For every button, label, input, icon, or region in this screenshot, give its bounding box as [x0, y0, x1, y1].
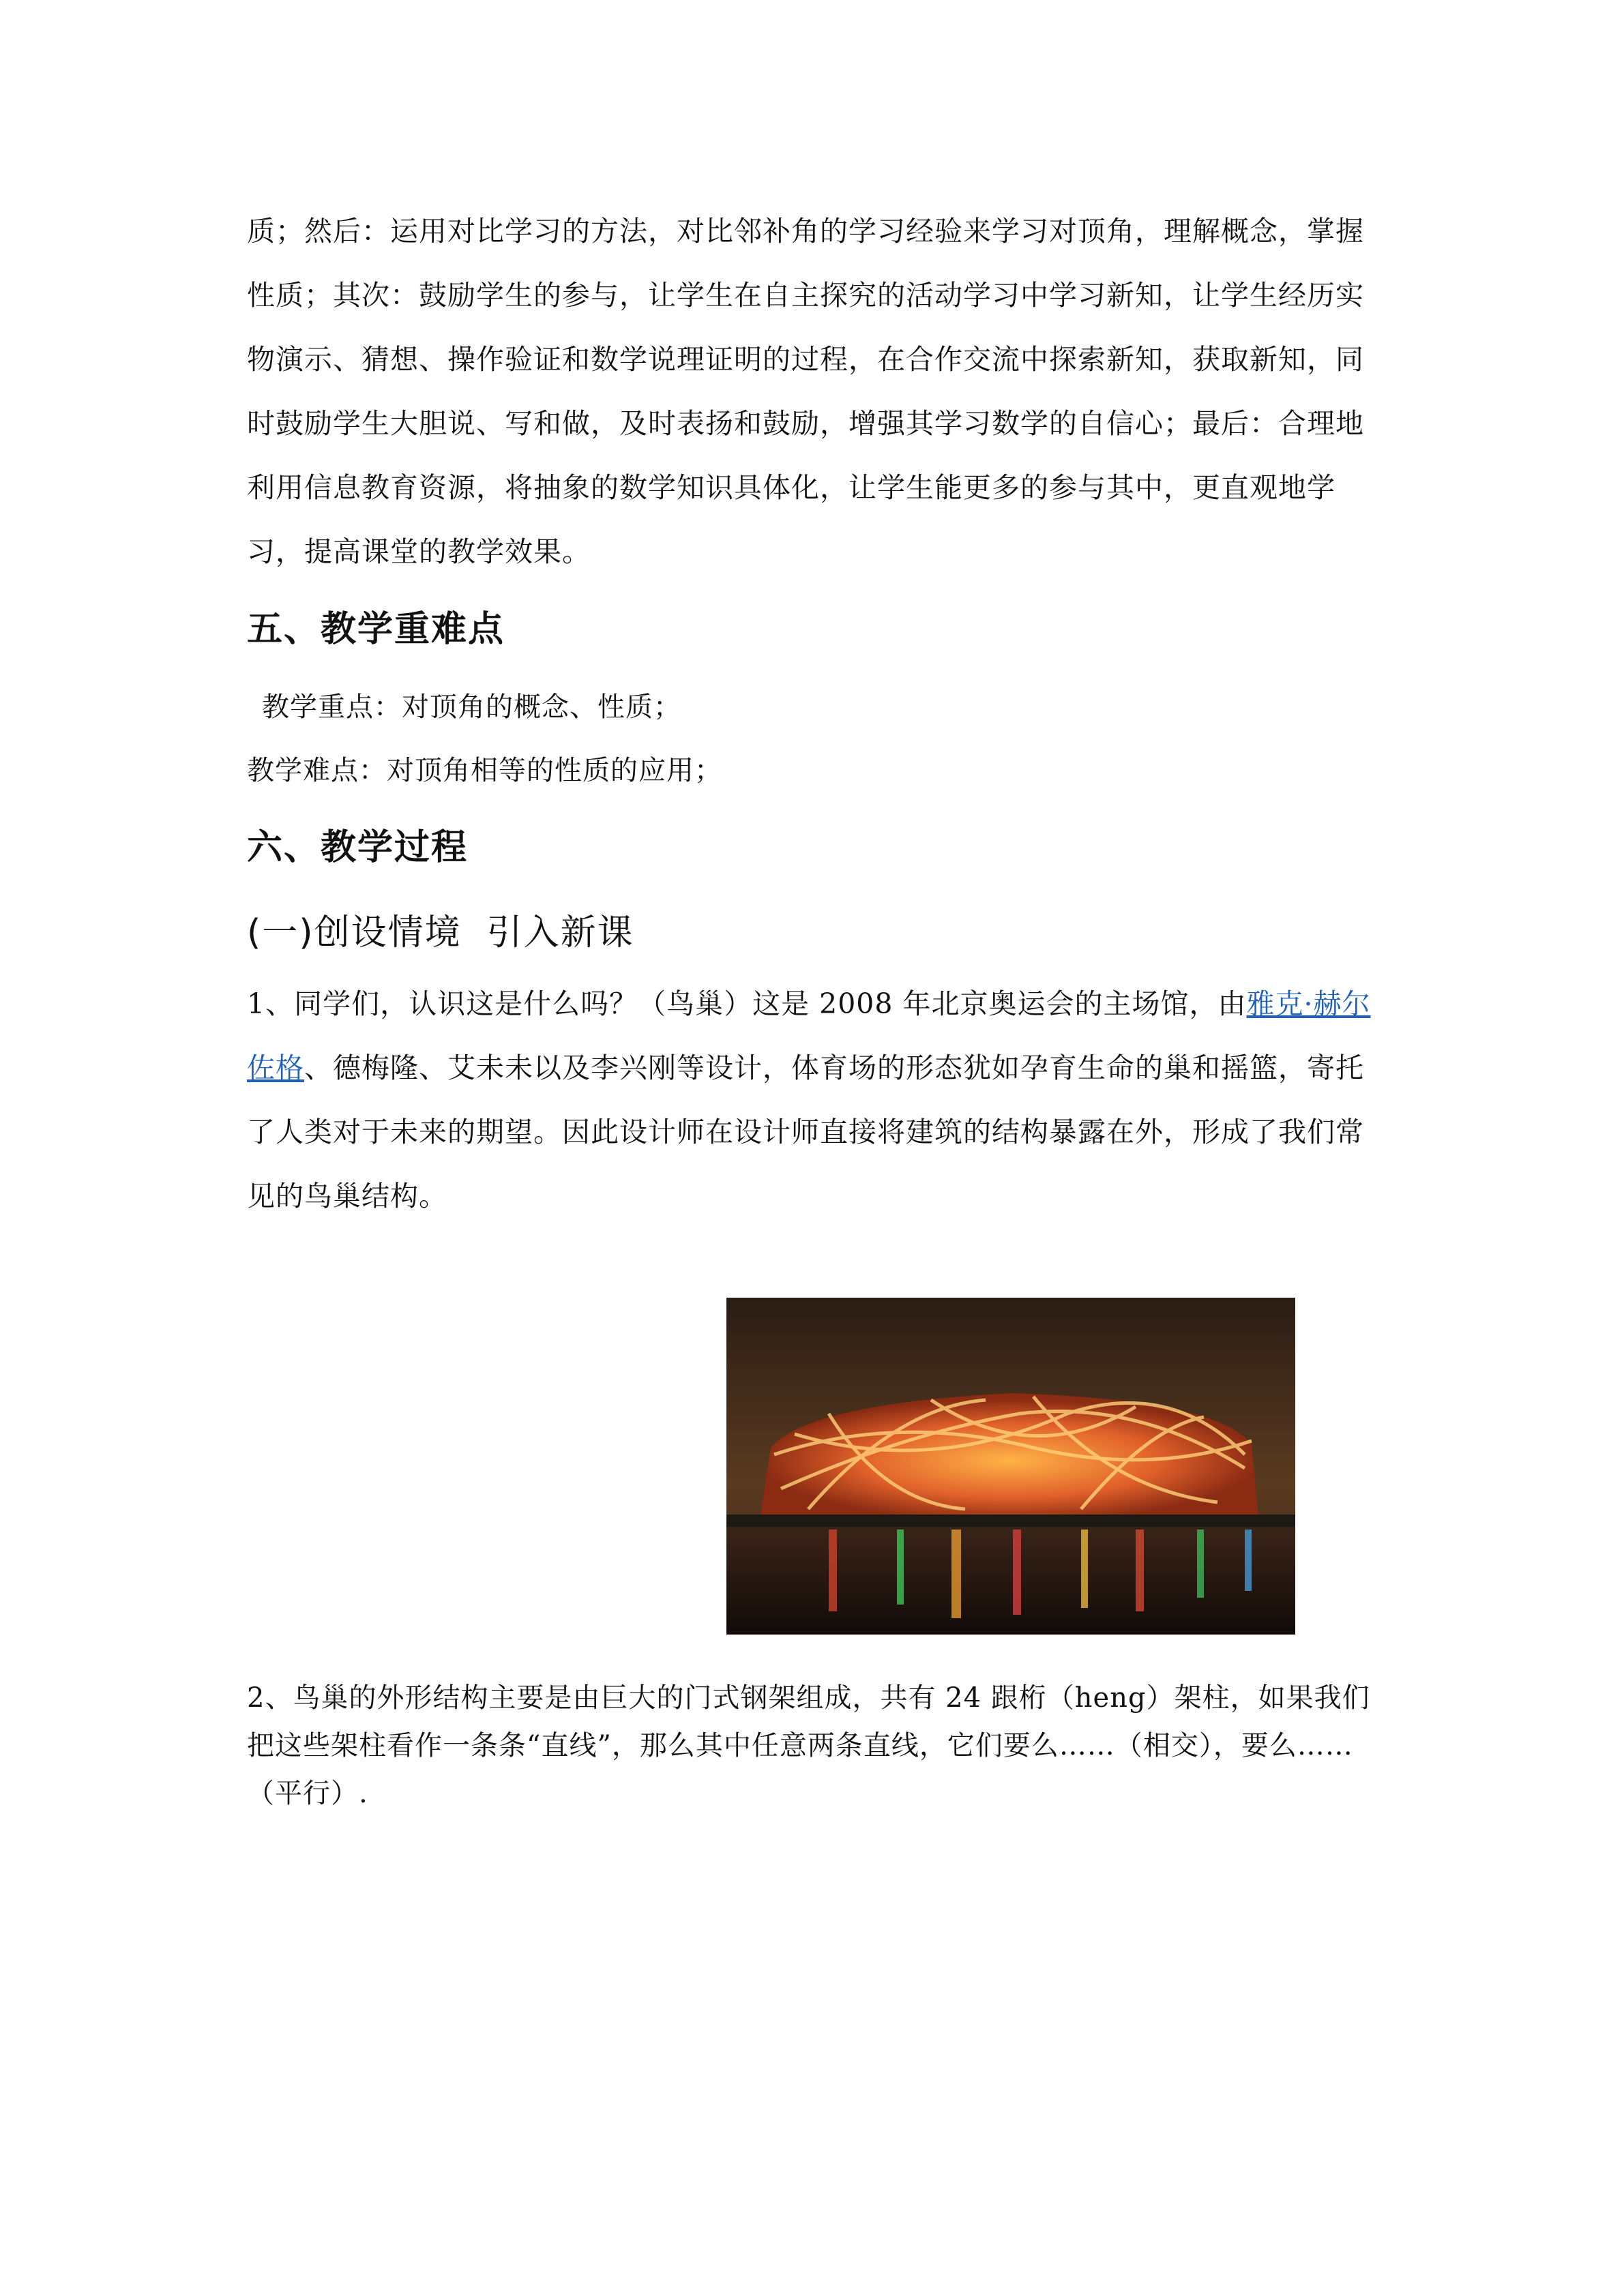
item2-paragraph: 2、鸟巢的外形结构主要是由巨大的门式钢架组成，共有 24 跟桁（heng）架柱，如果我们把这些架柱看作一条条“直线”，那么其中任意两条直线，它们要么……（相交），要么……（平行）. [247, 1682, 1370, 1809]
item1-text-before: 1、同学们，认识这是什么吗？（鸟巢）这是 2008 年北京奥运会的主场馆，由 [247, 987, 1247, 1020]
designer-link[interactable]: 雅克·赫尔佐格 [247, 987, 1371, 1084]
item1-text-after: 、德梅隆、艾未未以及李兴刚等设计，体育场的形态犹如孕育生命的巢和摇篮，寄托了人类对于未来的期望。因此设计师在设计师直接将建筑的结构暴露在外，形成了我们常见的鸟巢结构。 [247, 1052, 1364, 1212]
difficult-point-line: 教学难点：对顶角相等的性质的应用； [247, 755, 722, 786]
subsection-heading: (一)创设情境 引入新课 [247, 912, 634, 953]
section5-heading: 五、教学重难点 [247, 609, 505, 650]
item1-paragraph [247, 972, 1379, 1228]
section6-heading: 六、教学过程 [247, 827, 469, 868]
key-point-line: 教学重点：对顶角的概念、性质； [262, 691, 681, 723]
intro-paragraph: 质；然后：运用对比学习的方法，对比邻补角的学习经验来学习对顶角，理解概念，掌握性质；其次：鼓励学生的参与，让学生在自主探究的活动学习中学习新知，让学生经历实物演示、猜想、操作验证和数学说理证明的过程，在合作交流中探索新知，获取新知，同时鼓励学生大胆说、写和做，及时表扬和鼓励，增强其学习数学的自信心；最后：合理地利用信息教育资源，将抽象的数学知识具体化，让学生能更多的参与其中，更直观地学习，提高课堂的教学效果。 [247, 215, 1364, 568]
birds-nest-stadium-photo [726, 1298, 1295, 1635]
